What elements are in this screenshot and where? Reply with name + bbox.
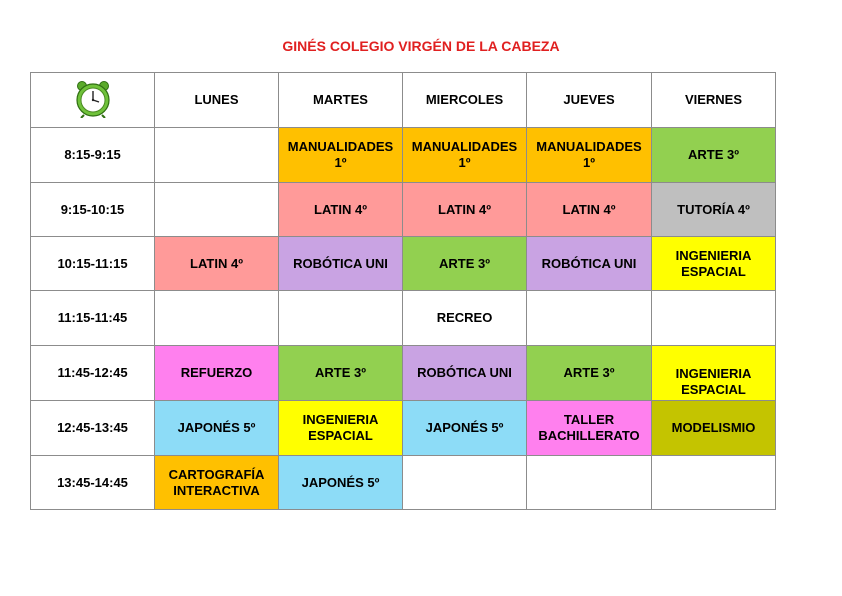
class-cell: ROBÓTICA UNI xyxy=(527,237,652,291)
class-cell: LATIN 4º xyxy=(155,237,279,291)
clock-icon xyxy=(73,78,113,118)
class-cell: LATIN 4º xyxy=(403,183,527,237)
class-cell: INGENIERIA ESPACIAL xyxy=(652,346,776,401)
page-title: GINÉS COLEGIO VIRGÉN DE LA CABEZA xyxy=(282,38,560,54)
class-cell xyxy=(652,291,776,346)
class-cell xyxy=(527,291,652,346)
class-cell xyxy=(155,128,279,183)
class-cell: JAPONÉS 5º xyxy=(279,456,403,510)
schedule-row xyxy=(31,128,776,183)
schedule-row xyxy=(31,183,776,237)
class-cell: TUTORÍA 4º xyxy=(652,183,776,237)
day-header-miercoles: MIERCOLES xyxy=(403,73,527,128)
time-slot: 11:15-11:45 xyxy=(31,291,155,346)
header-row xyxy=(31,73,776,128)
class-cell xyxy=(527,456,652,510)
class-cell: ARTE 3º xyxy=(652,128,776,183)
class-cell: INGENIERIA ESPACIAL xyxy=(652,237,776,291)
day-header-jueves: JUEVES xyxy=(527,73,652,128)
time-slot: 12:45-13:45 xyxy=(31,401,155,456)
time-slot: 8:15-9:15 xyxy=(31,128,155,183)
class-cell: RECREO xyxy=(403,291,527,346)
class-cell: JAPONÉS 5º xyxy=(155,401,279,456)
day-header-viernes: VIERNES xyxy=(652,73,776,128)
class-cell: MANUALIDADES 1º xyxy=(403,128,527,183)
class-cell: REFUERZO xyxy=(155,346,279,401)
class-cell: MANUALIDADES 1º xyxy=(279,128,403,183)
class-cell xyxy=(279,291,403,346)
schedule-row xyxy=(31,401,776,456)
class-cell: CARTOGRAFÍA INTERACTIVA xyxy=(155,456,279,510)
class-cell: ARTE 3º xyxy=(279,346,403,401)
schedule-row xyxy=(31,237,776,291)
time-slot: 11:45-12:45 xyxy=(31,346,155,401)
time-slot: 10:15-11:15 xyxy=(31,237,155,291)
class-cell: LATIN 4º xyxy=(279,183,403,237)
class-cell: TALLER BACHILLERATO xyxy=(527,401,652,456)
class-cell: MODELISMIO xyxy=(652,401,776,456)
class-cell: ROBÓTICA UNI xyxy=(279,237,403,291)
class-cell xyxy=(652,456,776,510)
class-cell xyxy=(155,291,279,346)
class-cell xyxy=(155,183,279,237)
clock-cell xyxy=(31,73,155,128)
class-cell: ARTE 3º xyxy=(403,237,527,291)
day-header-lunes: LUNES xyxy=(155,73,279,128)
schedule-row xyxy=(31,346,776,401)
day-header-martes: MARTES xyxy=(279,73,403,128)
class-cell: INGENIERIA ESPACIAL xyxy=(279,401,403,456)
schedule-table xyxy=(30,72,776,510)
schedule-row xyxy=(31,456,776,510)
class-cell: ROBÓTICA UNI xyxy=(403,346,527,401)
class-cell: LATIN 4º xyxy=(527,183,652,237)
class-cell: ARTE 3º xyxy=(527,346,652,401)
time-slot: 9:15-10:15 xyxy=(31,183,155,237)
class-cell xyxy=(403,456,527,510)
time-slot: 13:45-14:45 xyxy=(31,456,155,510)
schedule-row xyxy=(31,291,776,346)
class-cell: JAPONÉS 5º xyxy=(403,401,527,456)
class-cell: MANUALIDADES 1º xyxy=(527,128,652,183)
